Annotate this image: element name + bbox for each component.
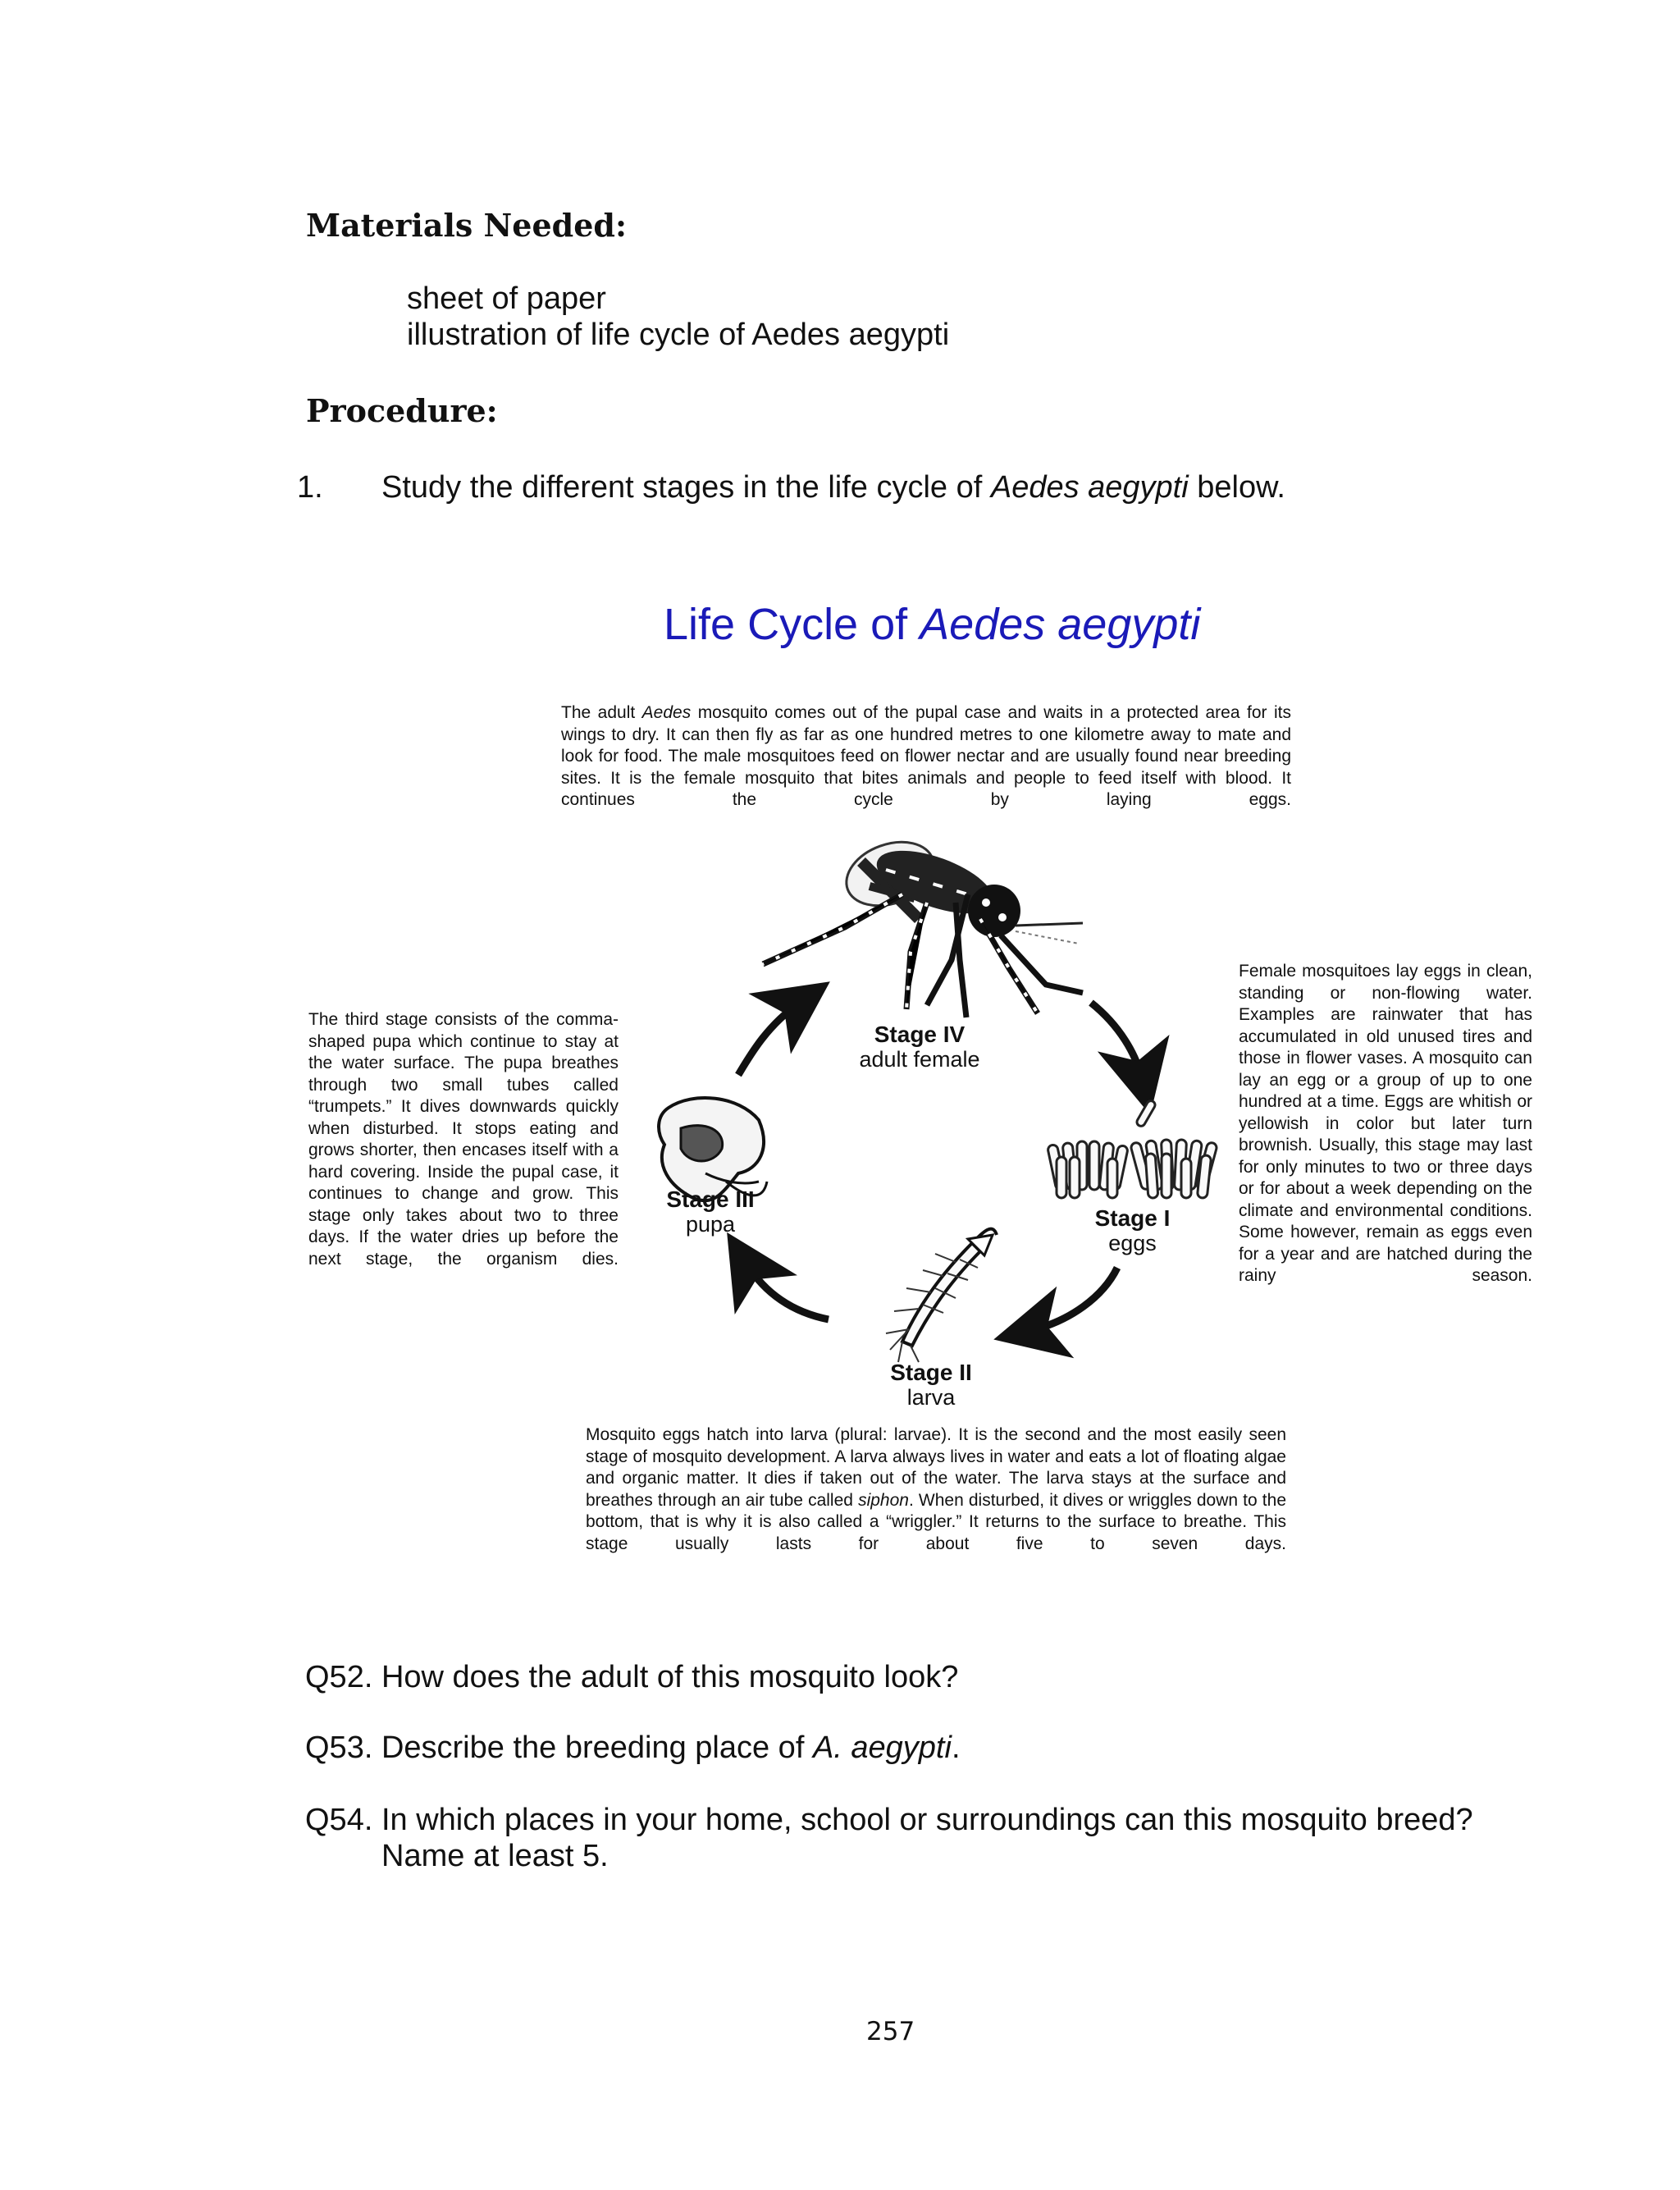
- stage-i-label: [1081, 1206, 1184, 1255]
- question-54: Q54. In which places in your home, school or surroundings can this mosquito breed?: [305, 1803, 1473, 1837]
- procedure-step-number: 1.: [297, 470, 323, 505]
- question-53-end: .: [951, 1731, 961, 1765]
- question-52: Q52. How does the adult of this mosquito look?: [305, 1660, 959, 1694]
- stage-iii-name: Stage III: [666, 1186, 755, 1212]
- step-text-a: Study the different stages in the life cycle of: [381, 470, 991, 505]
- materials-item-paper: sheet of paper: [407, 281, 606, 316]
- arrow-adult-to-eggs: [1091, 1003, 1142, 1079]
- stage-iv-sub: adult female: [859, 1047, 980, 1072]
- diagram-title-plain: Life Cycle of: [664, 600, 920, 649]
- materials-item-illustration: illustration of life cycle of Aedes aegypti: [407, 318, 950, 352]
- pupa-paragraph: The third stage consists of the comma-shaped pupa which continue to stay at the water surface. The pupa breathes through two small tubes called “trumpets.” It dives downwards quickly when disturbed. It stops eating and grows shorter, then encases itself with a hard covering. Inside the pupal case, it continues to change and grow. This stage only takes about two to three days. If the water dries up before the next stage, the organism dies.: [308, 1010, 619, 1269]
- stage-iii-sub: pupa: [685, 1212, 736, 1237]
- question-54-line2: Name at least 5.: [381, 1839, 609, 1873]
- larva-para-siphon: siphon: [858, 1490, 909, 1510]
- arrow-eggs-to-larva: [1029, 1268, 1117, 1331]
- pupa-icon: [659, 1098, 767, 1200]
- adult-para-genus: Aedes: [641, 703, 692, 722]
- adult-para-rest: mosquito comes out of the pupal case and waits in a protected area for its wings to dry. It can then fly as far as one hundred metres to one kilometre away to mate and look for food. The male mosquitoes feed on flower nectar and are usually found near breeding sites. It is the female mosquito that bites animals and people to feed itself with blood. It continues the cycle by laying eggs.: [561, 703, 1291, 809]
- stage-ii-name: Stage II: [890, 1360, 972, 1385]
- procedure-heading: Procedure:: [306, 392, 498, 429]
- step-text-species: Aedes aegypti: [990, 470, 1189, 505]
- materials-heading: Materials Needed:: [306, 207, 627, 244]
- page-number: 257: [866, 2017, 915, 2046]
- stage-iv-name: Stage IV: [874, 1022, 966, 1047]
- larva-para-rest: . When disturbed, it dives or wriggles down to the bottom, that is why it is also called a “wriggler.” It returns to the surface to breathe. This stage usually lasts for about five to seven days.: [586, 1490, 1286, 1553]
- diagram-title-species: Aedes aegypti: [920, 600, 1201, 649]
- arrow-larva-to-pupa: [746, 1264, 829, 1319]
- step-text-b: below.: [1188, 470, 1285, 505]
- arrow-pupa-to-adult: [738, 1003, 800, 1075]
- larva-icon: [886, 1229, 997, 1362]
- stage-ii-label: [878, 1360, 984, 1410]
- stage-i-sub: eggs: [1108, 1231, 1157, 1255]
- question-53: [305, 1730, 961, 1766]
- eggs-icon: [1048, 1100, 1218, 1199]
- stage-i-name: Stage I: [1094, 1205, 1171, 1231]
- question-53-text: Q53. Describe the breeding place of: [305, 1731, 813, 1765]
- larva-para-pre: Mosquito eggs hatch into larva (plural: larvae). It is the second and the most easily seen stage of mosquito development. A larva always lives in water and eats a lot of floating algae and organic matter. It dies if taken out of the water. The larva stays at the surface and breathes through an air tube called: [586, 1425, 1286, 1510]
- stage-ii-sub: larva: [906, 1385, 956, 1410]
- stage-iv-label: [846, 1022, 993, 1072]
- eggs-paragraph: Female mosquitoes lay eggs in clean, standing or non-flowing water. Examples are rainwater that has accumulated in old unused tires and those in flower vases. A mosquito can lay an egg or a group of up to one hundred at a time. Eggs are whitish or yellowish in color but later turn brownish. Usually, this stage may last for only minutes to two or three days or for about a week depending on the climate and environmental conditions. Some however, remain as eggs even for a year and are hatched during the rainy season.: [1239, 962, 1532, 1285]
- adult-mosquito-icon: [763, 830, 1083, 1017]
- adult-para-pre: The adult: [561, 703, 642, 722]
- stage-iii-label: [653, 1187, 768, 1237]
- question-53-species: A. aegypti: [812, 1731, 952, 1765]
